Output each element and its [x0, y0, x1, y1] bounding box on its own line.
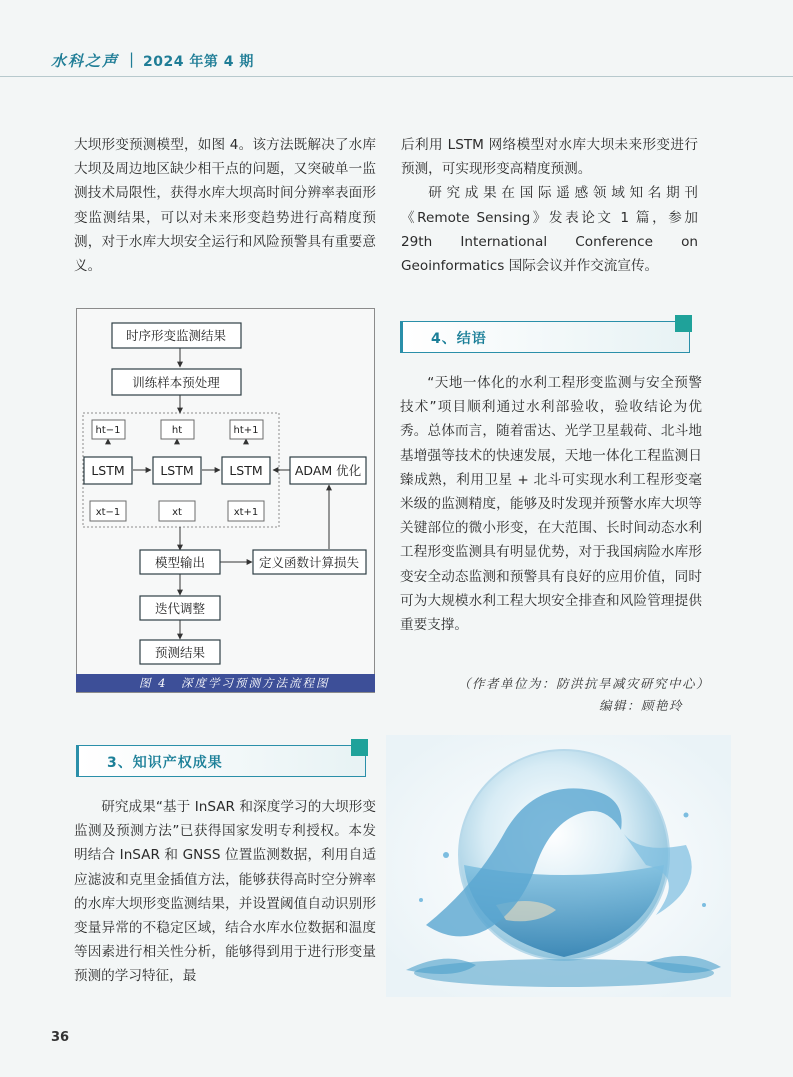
label-iterate: 迭代调整: [154, 601, 206, 616]
droplet: [702, 903, 706, 907]
section-3-paragraph: 研究成果“基于 InSAR 和深度学习的大坝形变监测及预测方法”已获得国家发明专利授权。本发明结合 InSAR 和 GNSS 位置监测数据，利用自适应滤波和克里金插值方法，能够获得高时空分辨率的水库大坝形变监测结果，并设置阈值自动识别形变量异常的不稳定区域，结合水库水位数据和温度等因素进行相关性分析，能够得到用于进行形变量预测的学习特征，最: [74, 799, 376, 985]
label-output: 模型输出: [154, 555, 206, 570]
section-4-text: [400, 371, 702, 637]
section-4-heading: [400, 321, 690, 353]
label-preprocess: 训练样本预处理: [132, 375, 220, 390]
label-lstm-2: LSTM: [160, 463, 194, 478]
label-adam: ADAM 优化: [294, 463, 362, 478]
page-number: 36: [51, 1030, 70, 1045]
section-4-title: 4、结语: [431, 331, 487, 347]
issue-label: 2024 年第 4 期: [143, 54, 254, 70]
right-column-text: [401, 133, 698, 278]
label-ht: ht: [171, 425, 183, 436]
label-ht-1: ht−1: [95, 425, 121, 436]
label-xt: xt: [172, 507, 182, 518]
section-3-square: [351, 739, 368, 756]
flowchart: [76, 308, 375, 693]
label-result: 预测结果: [154, 645, 206, 660]
header-separator: |: [129, 50, 135, 68]
label-lstm-1: LSTM: [91, 463, 125, 478]
right-paragraph-2: 研究成果在国际遥感领域知名期刊《Remote Sensing》发表论文 1 篇，参加 29th International Conference on Geoinformatics 国际会议并作交流宣传。: [401, 185, 698, 275]
header-rule: [0, 76, 793, 77]
left-paragraph-1: 大坝形变预测模型，如图 4。该方法既解决了水库大坝及周边地区缺少相干点的问题，又突破单一监测技术局限性，获得水库大坝高时间分辨率表面形变监测结果，可以对未来形变趋势进行高精度预测，对于水库大坝安全运行和风险预警具有重要意义。: [74, 137, 376, 275]
journal-name: 水科之声: [51, 52, 120, 70]
section-3-heading: [76, 745, 366, 777]
water-globe-image: [386, 735, 731, 997]
label-xt-plus-1: xt+1: [233, 507, 259, 518]
droplet: [684, 813, 689, 818]
section-4-paragraph: “天地一体化的水利工程形变监测与安全预警技术”项目顺利通过水利部验收，验收结论为优秀。总体而言，随着雷达、光学卫星载荷、北斗地基增强等技术的快速发展，天地一体化工程监测日臻成熟，利用卫星 + 北斗可实现水利工程形变毫米级的监测精度，能够及时发现并预警水库大坝等关键部位的微小形变，在大范围、长时间动态水利工程形变监测具有明显优势，对于我国病险水库形变安全动态监测和预警具有良好的应用价值，同时可为大规模水利工程大坝安全排查和风险管理提供重要支撑。: [400, 375, 702, 634]
figure-caption: [76, 674, 375, 692]
right-paragraph-1: 后利用 LSTM 网络模型对水库大坝未来形变进行预测，可实现形变高精度预测。: [401, 137, 698, 178]
left-column-text: [74, 133, 376, 278]
label-loss: 定义函数计算损失: [258, 555, 360, 570]
droplet: [419, 898, 423, 902]
section-4-square: [675, 315, 692, 332]
figure-caption-text: 图 4 深度学习预测方法流程图: [139, 676, 330, 690]
label-xt-1: xt−1: [95, 507, 121, 518]
author-unit: （作者单位为：防洪抗旱减灾研究中心）: [458, 676, 711, 691]
editor-credit: 编辑：顾艳玲: [599, 698, 684, 713]
label-ht-plus-1: ht+1: [233, 425, 259, 436]
section-3-title: 3、知识产权成果: [107, 755, 223, 771]
label-timeseries: 时序形变监测结果: [125, 328, 227, 343]
label-lstm-3: LSTM: [229, 463, 263, 478]
droplet: [443, 852, 449, 858]
section-3-text: [74, 795, 376, 989]
